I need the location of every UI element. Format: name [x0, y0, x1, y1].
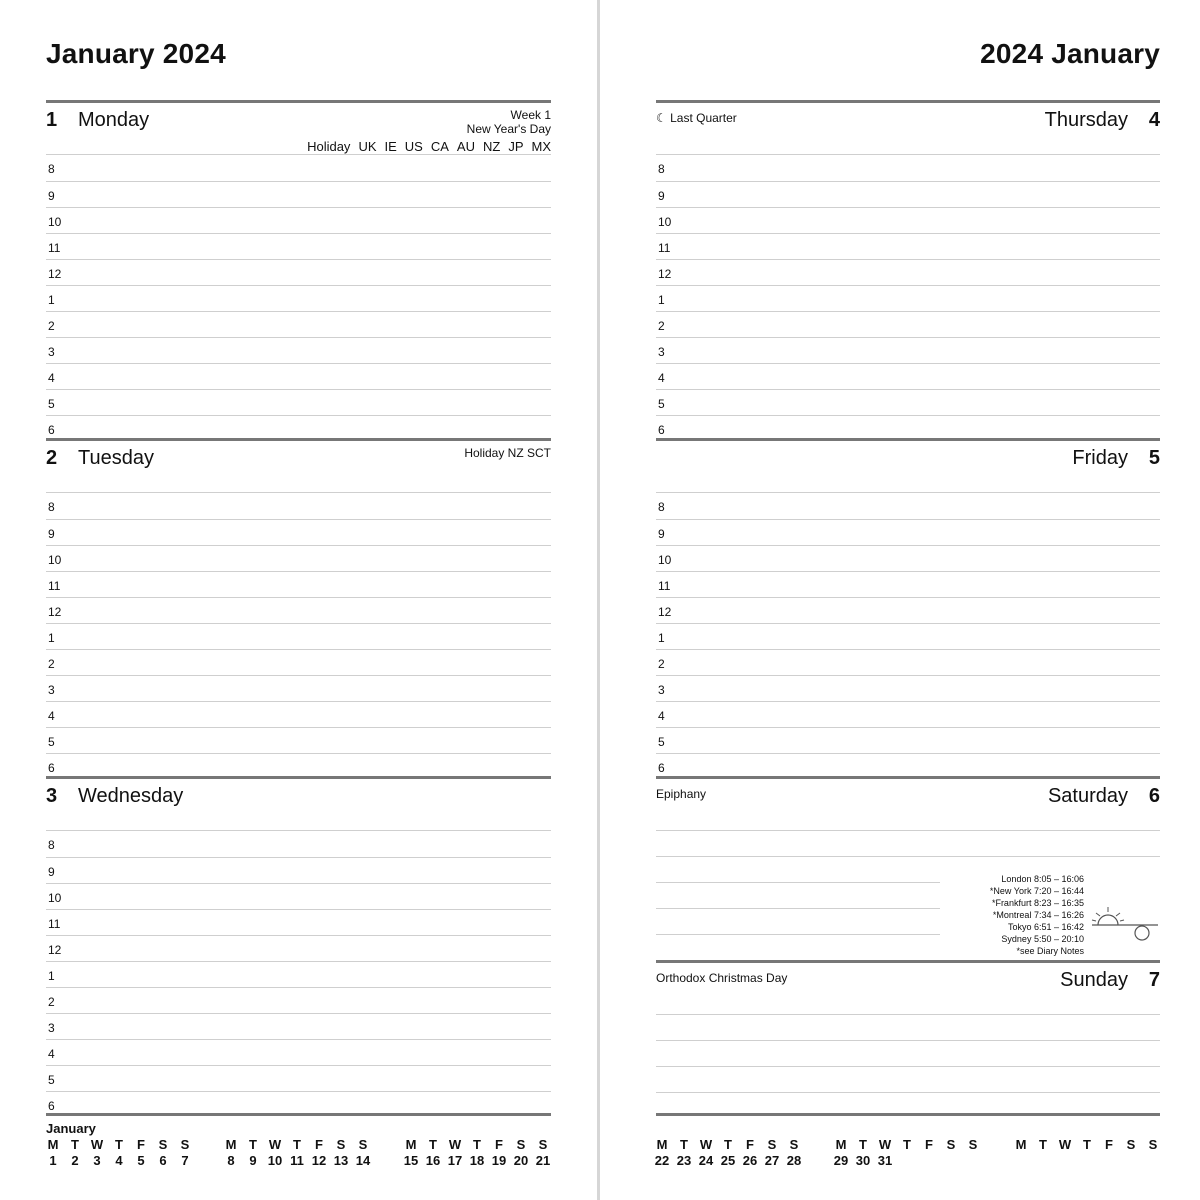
note-line[interactable]	[656, 908, 940, 935]
hour-label: 8	[658, 500, 665, 514]
hour-label: 9	[48, 189, 55, 203]
bottom-rule-right	[656, 1113, 1160, 1116]
day-section	[656, 960, 1160, 1115]
page-title-left: January 2024	[46, 38, 226, 69]
time-slot[interactable]	[46, 519, 551, 546]
mini-weekday-header: S	[767, 1137, 777, 1152]
hour-label: 6	[658, 423, 665, 437]
hour-label: 5	[48, 1073, 55, 1087]
hour-label: 11	[658, 241, 671, 255]
page-title-right: 2024 January	[980, 38, 1160, 69]
note-line[interactable]	[656, 1014, 1160, 1041]
mini-weekday-header: S	[968, 1137, 978, 1152]
time-slot[interactable]	[46, 181, 551, 208]
hour-label: 8	[48, 500, 55, 514]
time-slot[interactable]	[656, 701, 1160, 728]
hour-label: 1	[48, 631, 55, 645]
mini-calendar-date: 4	[115, 1153, 123, 1168]
day-section	[46, 100, 551, 438]
mini-calendar-date: 28	[786, 1153, 802, 1168]
mini-weekday-header: M	[1015, 1137, 1027, 1152]
hour-label: 10	[658, 215, 672, 229]
sun-time-line: *see Diary Notes	[1016, 946, 1084, 956]
hour-label: 9	[658, 527, 665, 541]
hour-label: 4	[48, 709, 55, 723]
note-line[interactable]	[656, 856, 1160, 883]
day-name: Thursday	[1044, 109, 1128, 131]
time-slot[interactable]	[656, 259, 1160, 286]
time-slot[interactable]	[46, 363, 551, 390]
hour-label: 12	[48, 605, 62, 619]
time-slot[interactable]	[46, 1013, 551, 1040]
hour-label: 8	[48, 162, 55, 176]
holiday-code: US	[404, 139, 423, 154]
mini-calendar-date: 2	[71, 1153, 79, 1168]
day-name: Monday	[78, 109, 150, 131]
mini-calendar-date: 24	[698, 1153, 714, 1168]
time-slot[interactable]	[656, 207, 1160, 234]
day-name: Tuesday	[78, 447, 154, 469]
mini-weekday-header: T	[71, 1137, 79, 1152]
mini-weekday-header: T	[473, 1137, 481, 1152]
time-slot[interactable]	[46, 259, 551, 286]
hour-label: 1	[48, 969, 55, 983]
mini-weekday-header: W	[1058, 1137, 1072, 1152]
hour-label: 2	[48, 657, 55, 671]
hour-label: 8	[658, 162, 665, 176]
hour-label: 10	[658, 553, 672, 567]
mini-weekday-header: W	[448, 1137, 462, 1152]
mini-calendar-date: 18	[469, 1153, 485, 1168]
hour-label: 1	[658, 293, 665, 307]
holiday-code: CA	[430, 139, 449, 154]
time-slot[interactable]	[656, 519, 1160, 546]
mini-calendar-date: 25	[720, 1153, 736, 1168]
mini-calendar-date: 14	[355, 1153, 371, 1168]
note-line[interactable]	[656, 830, 1160, 857]
bottom-rule-left	[46, 1113, 551, 1116]
day-section	[656, 438, 1160, 776]
mini-weekday-header: M	[835, 1137, 847, 1152]
hour-label: 4	[658, 371, 665, 385]
hour-label: 2	[658, 657, 665, 671]
mini-weekday-header: F	[315, 1137, 323, 1152]
hour-label: 10	[48, 891, 62, 905]
mini-calendar-date: 27	[764, 1153, 780, 1168]
hour-label: 6	[658, 761, 665, 775]
day-note: New Year's Day	[466, 122, 551, 136]
sun-time-line: *Montreal 7:34 – 16:26	[992, 910, 1084, 920]
hour-label: 4	[658, 709, 665, 723]
time-slot[interactable]	[46, 857, 551, 884]
time-slot[interactable]	[46, 571, 551, 598]
time-slot[interactable]	[656, 623, 1160, 650]
sunrise-sunset-times	[990, 873, 1084, 957]
hour-label: 11	[48, 241, 61, 255]
time-slot[interactable]	[656, 181, 1160, 208]
mini-calendar-date: 3	[93, 1153, 101, 1168]
mini-calendar-date: 7	[181, 1153, 189, 1168]
hour-label: 2	[48, 995, 55, 1009]
sun-time-line: Tokyo 6:51 – 16:42	[1007, 922, 1084, 932]
hour-label: 12	[658, 267, 672, 281]
time-slot[interactable]	[46, 545, 551, 572]
sun-time-line: London 8:05 – 16:06	[1001, 874, 1084, 884]
hour-label: 11	[658, 579, 671, 593]
hour-label: 1	[658, 631, 665, 645]
day-section	[656, 776, 1160, 961]
time-slot[interactable]	[46, 493, 551, 519]
holiday-code: UK	[358, 139, 377, 154]
mini-weekday-header: S	[538, 1137, 548, 1152]
mini-weekday-header: W	[878, 1137, 892, 1152]
time-slot[interactable]	[656, 493, 1160, 519]
time-slot[interactable]	[46, 207, 551, 234]
note-line[interactable]	[656, 882, 940, 909]
hour-label: 11	[48, 579, 61, 593]
day-number: 7	[1148, 969, 1160, 991]
day-number: 1	[46, 109, 58, 131]
time-slot[interactable]	[46, 961, 551, 988]
mini-calendar-date: 15	[403, 1153, 419, 1168]
time-slot[interactable]	[46, 909, 551, 936]
mini-weekday-header: M	[405, 1137, 417, 1152]
mini-weekday-header: S	[180, 1137, 190, 1152]
mini-weekday-header: F	[495, 1137, 503, 1152]
mini-weekday-header: T	[724, 1137, 732, 1152]
day-number: 5	[1148, 447, 1160, 469]
mini-weekday-header: S	[158, 1137, 168, 1152]
mini-weekday-header: S	[1148, 1137, 1158, 1152]
time-slot[interactable]	[46, 389, 551, 416]
mini-weekday-header: T	[680, 1137, 688, 1152]
time-slot[interactable]	[46, 623, 551, 650]
mini-weekday-header: T	[903, 1137, 911, 1152]
mini-calendar-date: 19	[491, 1153, 507, 1168]
time-slot[interactable]	[46, 1039, 551, 1066]
hour-label: 10	[48, 215, 62, 229]
time-slot[interactable]	[656, 337, 1160, 364]
mini-calendar-date: 22	[654, 1153, 670, 1168]
note-line[interactable]	[656, 1066, 1160, 1093]
mini-weekday-header: S	[358, 1137, 368, 1152]
holiday-code: NZ	[482, 139, 501, 154]
mini-calendar-date: 21	[535, 1153, 551, 1168]
day-name: Friday	[1072, 447, 1128, 469]
mini-weekday-header: T	[429, 1137, 437, 1152]
time-slot[interactable]	[656, 675, 1160, 702]
mini-calendar-date: 5	[137, 1153, 145, 1168]
time-slot[interactable]	[46, 311, 551, 338]
mini-weekday-header: S	[336, 1137, 346, 1152]
day-number: 3	[46, 785, 58, 807]
day-note: Holiday NZ SCT	[464, 446, 551, 460]
mini-weekday-header: F	[925, 1137, 933, 1152]
mini-weekday-header: M	[656, 1137, 668, 1152]
mini-weekday-header: F	[137, 1137, 145, 1152]
hour-label: 12	[48, 943, 62, 957]
day-section	[46, 776, 551, 1114]
hour-label: 2	[658, 319, 665, 333]
mini-weekday-header: T	[249, 1137, 257, 1152]
day-note: ☾ Last Quarter	[656, 111, 737, 125]
time-slot[interactable]	[46, 701, 551, 728]
hour-label: 12	[48, 267, 62, 281]
hour-label: 1	[48, 293, 55, 307]
time-slot[interactable]	[656, 363, 1160, 390]
time-slot[interactable]	[46, 337, 551, 364]
mini-calendar-date: 11	[290, 1153, 304, 1168]
time-slot[interactable]	[656, 233, 1160, 260]
time-slot[interactable]	[46, 831, 551, 857]
sunrise-icon	[1090, 903, 1160, 943]
hour-label: 6	[48, 1099, 55, 1113]
mini-calendar-date: 26	[742, 1153, 758, 1168]
time-slot[interactable]	[46, 883, 551, 910]
time-slot[interactable]	[46, 597, 551, 624]
mini-calendar-date: 8	[227, 1153, 235, 1168]
mini-calendar-date: 29	[833, 1153, 849, 1168]
time-slot[interactable]	[656, 727, 1160, 754]
day-name: Sunday	[1060, 969, 1128, 991]
mini-calendar-date: 9	[249, 1153, 257, 1168]
day-note: Epiphany	[656, 787, 707, 801]
holiday-code: JP	[508, 139, 524, 154]
mini-weekday-header: S	[789, 1137, 799, 1152]
note-line[interactable]	[656, 1040, 1160, 1067]
time-slot[interactable]	[656, 545, 1160, 572]
mini-calendar-date: 1	[49, 1153, 57, 1168]
mini-weekday-header: T	[115, 1137, 123, 1152]
time-slot[interactable]	[656, 571, 1160, 598]
day-number: 4	[1148, 109, 1160, 131]
time-slot[interactable]	[46, 727, 551, 754]
hour-label: 10	[48, 553, 62, 567]
day-section	[656, 100, 1160, 438]
time-slot[interactable]	[46, 155, 551, 181]
hour-label: 6	[48, 761, 55, 775]
holiday-code: IE	[384, 139, 397, 154]
mini-calendar-date: 13	[333, 1153, 349, 1168]
hour-label: 4	[48, 1047, 55, 1061]
time-slot[interactable]	[656, 597, 1160, 624]
mini-weekday-header: F	[746, 1137, 754, 1152]
mini-calendar-date: 10	[267, 1153, 283, 1168]
hour-label: 3	[48, 1021, 55, 1035]
holiday-code: MX	[531, 139, 551, 154]
hour-label: 5	[658, 735, 665, 749]
day-name: Wednesday	[78, 785, 184, 807]
mini-weekday-header: S	[516, 1137, 526, 1152]
holiday-code: AU	[456, 139, 475, 154]
day-note: Orthodox Christmas Day	[656, 971, 788, 985]
mini-weekday-header: T	[1039, 1137, 1047, 1152]
sun-time-line: *New York 7:20 – 16:44	[989, 886, 1084, 896]
time-slot[interactable]	[46, 935, 551, 962]
time-slot[interactable]	[46, 1065, 551, 1092]
right-page	[601, 0, 1200, 1200]
hour-label: 3	[658, 683, 665, 697]
hour-label: 2	[48, 319, 55, 333]
mini-weekday-header: T	[859, 1137, 867, 1152]
mini-calendar-date: 23	[676, 1153, 692, 1168]
time-slot[interactable]	[656, 155, 1160, 181]
time-slot[interactable]	[656, 311, 1160, 338]
mini-calendar-date: 16	[425, 1153, 441, 1168]
mini-weekday-header: S	[946, 1137, 956, 1152]
day-name: Saturday	[1047, 785, 1128, 807]
mini-calendar-month: January	[46, 1121, 96, 1136]
hour-label: 3	[48, 345, 55, 359]
hour-label: 12	[658, 605, 672, 619]
hour-label: 4	[48, 371, 55, 385]
hour-label: 6	[48, 423, 55, 437]
mini-weekday-header: S	[1126, 1137, 1136, 1152]
mini-calendar-date: 20	[513, 1153, 529, 1168]
hour-label: 8	[48, 838, 55, 852]
mini-weekday-header: T	[293, 1137, 301, 1152]
time-slot[interactable]	[656, 285, 1160, 312]
mini-weekday-header: W	[268, 1137, 282, 1152]
day-number: 6	[1148, 785, 1160, 807]
mini-weekday-header: F	[1105, 1137, 1113, 1152]
hour-label: 5	[48, 735, 55, 749]
holiday-code: Holiday	[307, 139, 351, 154]
time-slot[interactable]	[46, 285, 551, 312]
time-slot[interactable]	[46, 987, 551, 1014]
note-line[interactable]	[656, 934, 940, 961]
hour-label: 11	[48, 917, 61, 931]
left-page	[0, 0, 598, 1200]
mini-weekday-header: W	[90, 1137, 104, 1152]
sun-time-line: *Frankfurt 8:23 – 16:35	[991, 898, 1084, 908]
time-slot[interactable]	[656, 649, 1160, 676]
time-slot[interactable]	[46, 233, 551, 260]
time-slot[interactable]	[46, 675, 551, 702]
day-number: 2	[46, 447, 58, 469]
hour-label: 9	[48, 527, 55, 541]
mini-calendar-date: 6	[159, 1153, 167, 1168]
day-section	[46, 438, 551, 776]
mini-weekday-header: W	[699, 1137, 713, 1152]
mini-calendar-date: 30	[855, 1153, 871, 1168]
mini-weekday-header: T	[1083, 1137, 1091, 1152]
mini-weekday-header: M	[47, 1137, 59, 1152]
hour-label: 3	[658, 345, 665, 359]
mini-calendar-date: 12	[311, 1153, 327, 1168]
time-slot[interactable]	[656, 389, 1160, 416]
mini-calendar-date: 31	[877, 1153, 893, 1168]
hour-label: 9	[658, 189, 665, 203]
hour-label: 5	[48, 397, 55, 411]
day-note: Week 1	[510, 108, 551, 122]
holiday-country-row	[299, 139, 551, 154]
mini-calendar-date: 17	[447, 1153, 463, 1168]
sun-time-line: Sydney 5:50 – 20:10	[1001, 934, 1084, 944]
hour-label: 9	[48, 865, 55, 879]
hour-label: 3	[48, 683, 55, 697]
time-slot[interactable]	[46, 649, 551, 676]
mini-weekday-header: M	[225, 1137, 237, 1152]
hour-label: 5	[658, 397, 665, 411]
